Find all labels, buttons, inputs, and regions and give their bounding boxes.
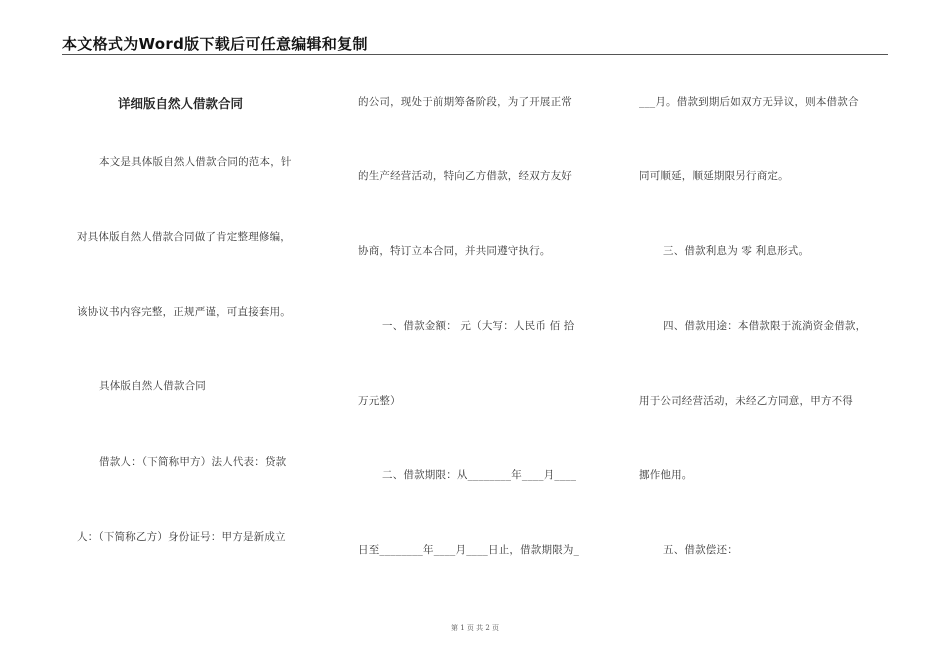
- col2-line-7: 日至________年____月____日止，借款期限为_: [358, 544, 580, 556]
- col3-line-1: ___月。借款到期后如双方无异议，则本借款合: [639, 96, 859, 108]
- col2-line-4: 一、借款金额： 元（大写：人民币 佰 拾: [382, 320, 575, 332]
- document-banner: 本文格式为Word版下载后可任意编辑和复制: [62, 35, 368, 53]
- col1-line-1: 本文是具体版自然人借款合同的范本，针: [99, 156, 292, 168]
- header-rule: [62, 54, 888, 55]
- col2-line-3: 协商，特订立本合同，并共同遵守执行。: [358, 245, 551, 257]
- col3-line-2: 同可顺延，顺延期限另行商定。: [639, 170, 789, 182]
- col3-line-3: 三、借款利息为 零 利息形式。: [663, 245, 810, 257]
- document-title: 详细版自然人借款合同: [118, 96, 244, 111]
- col3-line-6: 挪作他用。: [639, 469, 693, 481]
- col1-line-2: 对具体版自然人借款合同做了肯定整理修编，: [77, 231, 291, 243]
- col2-line-6: 二、借款期限：从________年____月____: [382, 469, 577, 481]
- col1-line-3: 该协议书内容完整，正规严谨，可直接套用。: [77, 306, 291, 318]
- col1-line-6: 人：（下简称乙方）身份证号：甲方是新成立: [77, 531, 286, 543]
- col2-line-2: 的生产经营活动，特向乙方借款，经双方友好: [358, 170, 572, 182]
- col2-line-5: 万元整）: [358, 395, 401, 407]
- col3-line-4: 四、借款用途：本借款限于流淌资金借款，: [663, 320, 867, 332]
- col2-line-1: 的公司，现处于前期筹备阶段，为了开展正常: [358, 96, 572, 108]
- col3-line-7: 五、借款偿还：: [663, 544, 738, 556]
- col1-line-5: 借款人：（下简称甲方）法人代表：贷款: [99, 456, 287, 468]
- col1-line-4: 具体版自然人借款合同: [99, 380, 206, 392]
- col3-line-5: 用于公司经营活动，未经乙方同意，甲方不得: [639, 395, 853, 407]
- page-number-footer: 第 1 页 共 2 页: [450, 624, 500, 632]
